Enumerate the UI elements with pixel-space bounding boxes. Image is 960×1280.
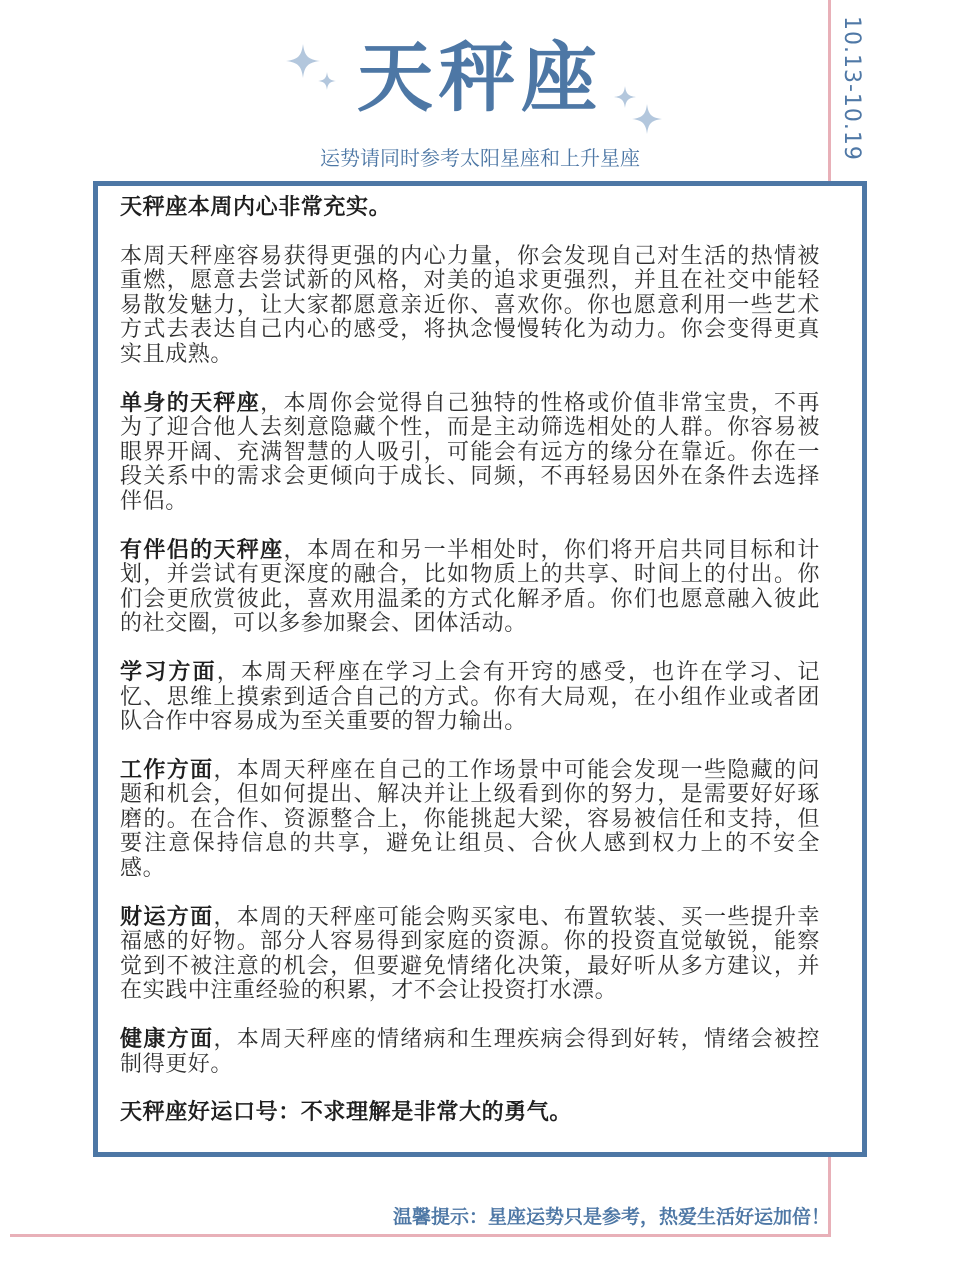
pink-frame-horizontal-line — [10, 1234, 831, 1237]
date-range: 10.13-10.19 — [839, 16, 864, 161]
section-single — [120, 392, 820, 515]
section-text: ，本周天秤座在自己的工作场景中可能会发现一些隐藏的问题和机会，但如何提出、解决并让上级看到你的努力，是需要好好琢磨的。在合作、资源整合上，你能挑起大梁，容易被信任和支持，但要注意保持信息的共享，避免让组员、合伙人感到权力上的不安全感。 — [120, 757, 820, 882]
section-text: ，本周在和另一半相处时，你们将开启共同目标和计划，并尝试有更深度的融合，比如物质上的共享、时间上的付出。你们会更欣赏彼此，喜欢用温柔的方式化解矛盾。你们也愿意融入彼此的社交圈，可以多参加聚会、团体活动。 — [120, 537, 820, 637]
horoscope-content — [120, 196, 820, 1150]
page-title: 天秤座 — [357, 33, 603, 122]
section-text: ，本周的天秤座可能会购买家电、布置软装、买一些提升幸福感的好物。部分人容易得到家庭的资源。你的投资直觉敏锐，能察觉到不被注意的机会，但要避免情绪化决策，最好听从多方建议，并在实践中注重经验的积累，才不会让投资打水漂。 — [120, 904, 820, 1004]
section-text: ，本周天秤座的情绪病和生理疾病会得到好转，情绪会被控制得更好。 — [120, 1027, 820, 1077]
section-text: ，本周你会觉得自己独特的性格或价值非常宝贵，不再为了迎合他人去刻意隐藏个性，而是主动筛选相处的人群。你容易被眼界开阔、充满智慧的人吸引，可能会有远方的缘分在靠近。你在一段关系中的需求会更倾向于成长、同频，不再轻易因外在条件去选择伴侣。 — [120, 390, 820, 514]
section-label: 工作方面 — [120, 757, 214, 783]
section-label: 健康方面 — [120, 1027, 214, 1053]
section-label: 财运方面 — [120, 904, 214, 930]
section-label: 单身的天秤座 — [120, 390, 261, 416]
headline: 天秤座本周内心非常充实。 — [120, 195, 392, 220]
section-text: ，本周天秤座在学习上会有开窍的感受，也许在学习、记忆、思维上摸索到适合自己的方式。你有大局观，在小组作业或者团队合作中容易成为至关重要的智力输出。 — [120, 659, 820, 735]
section-work — [120, 759, 820, 882]
section-health — [120, 1028, 820, 1077]
section-partnered — [120, 539, 820, 637]
footer-tip: 温馨提示：星座运势只是参考，热爱生活好运加倍！ — [392, 1206, 830, 1228]
section-label: 学习方面 — [120, 659, 217, 685]
section-study — [120, 661, 820, 735]
page-subtitle: 运势请同时参考太阳星座和上升星座 — [320, 146, 640, 170]
section-wealth — [120, 906, 820, 1004]
lucky-slogan: 天秤座好运口号：不求理解是非常大的勇气。 — [120, 1100, 573, 1126]
intro-paragraph: 本周天秤座容易获得更强的内心力量，你会发现自己对生活的热情被重燃，愿意去尝试新的风格，对美的追求更强烈，并且在社交中能轻易散发魅力，让大家都愿意亲近你、喜欢你。你也愿意利用一些艺术方式去表达自己内心的感受，将执念慢慢转化为动力。你会变得更真实且成熟。 — [120, 243, 820, 367]
section-label: 有伴侣的天秤座 — [120, 537, 284, 563]
